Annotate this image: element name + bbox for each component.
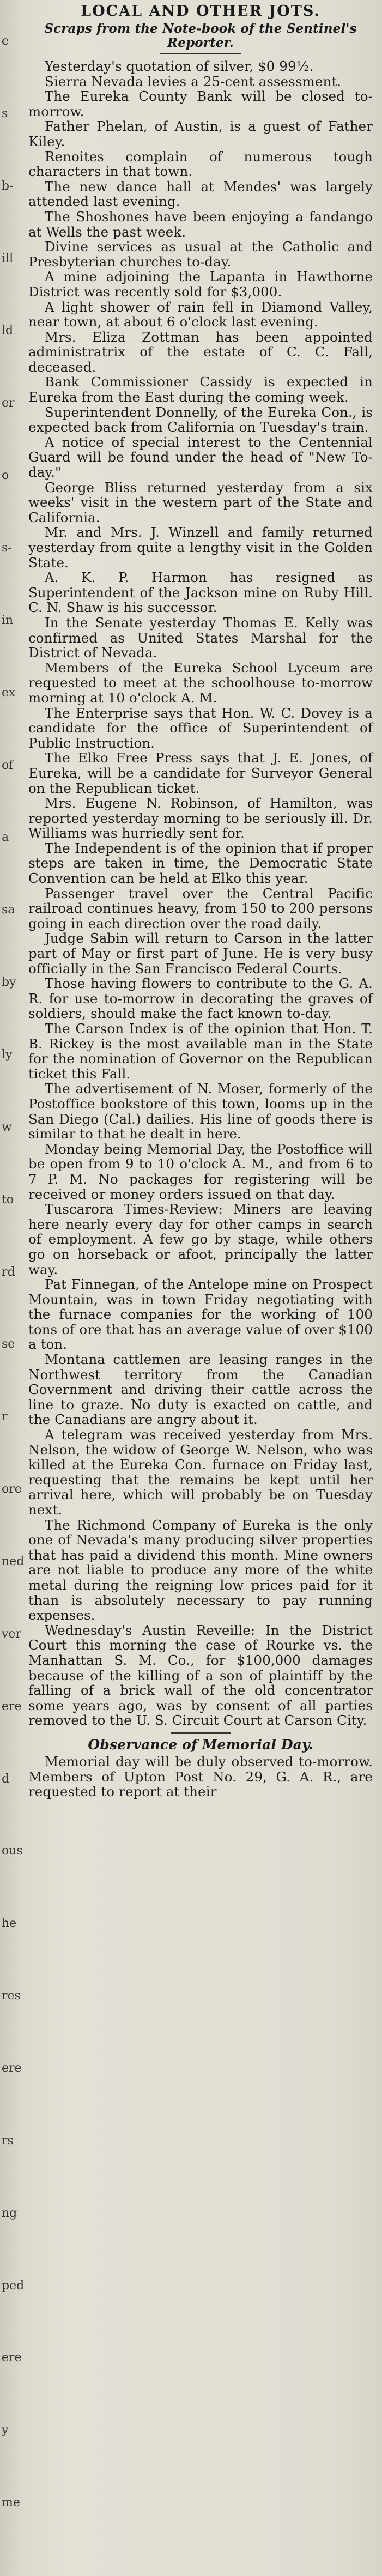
gutter-fragment: in [2,613,14,627]
news-item: Yesterday's quotation of silver, $0 99½. [45,58,314,74]
gutter-fragment: s- [2,541,12,555]
gutter-fragment: d [2,1772,10,1786]
gutter-fragment: sa [2,903,15,917]
gutter-fragment: he [2,1917,17,1931]
gutter-fragment: o [2,469,9,483]
news-item: The Enterprise says that Hon. W. C. Dovey is a candidate for the office of Superintendent of Public Instruction. [28,705,373,751]
memorial-day-item: Memorial day will be duly observed to-morrow. Members of Upton Post No. 29, G. A. R., are requested to report at their [28,1753,373,1800]
news-item: Superintendent Donnelly, of the Eureka Con., is expected back from California on Tuesday's train. [28,404,373,435]
gutter-fragment: e [2,34,9,48]
gutter-fragment: ned [2,1555,25,1568]
gutter-fragment: s [2,106,8,120]
news-item: The new dance hall at Mendes' was largely attended last evening. [28,178,373,210]
news-item: A notice of special interest to the Centennial Guard will be found under the head of "New To-day." [28,434,373,481]
section-masthead: LOCAL AND OTHER JOTS. [81,3,320,20]
gutter-fragment: to [2,1192,14,1207]
news-item: The Shoshones have been enjoying a fandango at Wells the past week. [28,208,373,240]
section-divider-rule [171,1732,231,1734]
news-item: Renoites complain of numerous tough characters in that town. [28,148,373,180]
gutter-fragment: w [2,1120,12,1134]
news-item: George Bliss returned yesterday from a six weeks' visit in the western part of the State and California. [28,479,373,525]
news-item: Divine services as usual at the Catholic and Presbyterian churches to-day. [28,239,373,270]
news-item: Those having flowers to contribute to the G. A. R. for use to-morrow in decorating the graves of soldiers, should make the fact known to-day. [28,975,373,1022]
news-item: Monday being Memorial Day, the Postoffice will be open from 9 to 10 o'clock A. M., and from 6 to 7 P. M. No packages for registering will be received or money orders issued on that day. [28,1141,373,1202]
news-item: The Richmond Company of Eureka is the only one of Nevada's many producing silver properties that has paid a dividend this month. Mine owners are not liable to produce any more of the white metal during the reigning low prices paid for it than is absolutely necessary to pay running expenses. [28,1517,373,1623]
gutter-fragment: er [2,396,15,410]
news-item: Judge Sabin will return to Carson in the latter part of May or first part of June. He is very busy officially in the San Francisco Federal Courts. [28,930,373,977]
gutter-fragment: ere [2,1699,22,1713]
news-item: Passenger travel over the Central Pacific railroad continues heavy, from 150 to 200 persons going in each direction over the road daily. [28,885,373,931]
news-item: The advertisement of N. Moser, formerly of the Postoffice bookstore of this town, looms up in the San Diego (Cal.) dailies. His line of goods there is similar to that he dealt in here. [28,1081,373,1142]
news-item: Mrs. Eliza Zottman has been appointed administratrix of the estate of C. C. Fall, deceased. [28,329,373,375]
news-item: A light shower of rain fell in Diamond Valley, near town, at about 6 o'clock last evening. [28,299,373,330]
gutter-fragment: ous [2,1844,23,1858]
news-item: A telegram was received yesterday from Mrs. Nelson, the widow of George W. Nelson, who was killed at the Eureka Con. furnace on Friday last, requesting that the remains be kept until her arrival here, which will probably be on Tuesday next. [28,1427,373,1518]
gutter-fragment: ex [2,686,16,700]
gutter-fragment: ld [2,324,14,338]
gutter-fragment: me [2,2496,20,2510]
news-item: A. K. P. Harmon has resigned as Superintendent of the Jackson mine on Ruby Hill. C. N. Shaw is his successor. [28,569,373,616]
gutter-fragment: ly [2,1048,13,1062]
news-item: Bank Commissioner Cassidy is expected in Eureka from the East during the coming week. [28,374,373,405]
news-item: The Eureka County Bank will be closed to-morrow. [28,88,373,119]
gutter-fragment: of [2,758,14,772]
gutter-fragment: ore [2,1482,22,1496]
gutter-fragment: r [2,1410,8,1424]
news-item: The Carson Index is of the opinion that Hon. T. B. Rickey is the most available man in the State for the nomination of Governor on the Republican ticket this Fall. [28,1021,373,1082]
gutter-fragment: ill [2,251,14,265]
news-item: Mrs. Eugene N. Robinson, of Hamilton, was reported yesterday morning to be seriously ill. Dr. Williams was hurriedly sent for. [28,795,373,841]
gutter-fragment: b- [2,179,14,193]
header-rule [160,53,241,54]
news-item: Sierra Nevada levies a 25-cent assessment. [45,73,342,89]
gutter-fragment: y [2,2423,9,2438]
gutter-fragment: ere [2,2351,22,2365]
gutter-fragment: se [2,1337,15,1351]
news-item: The Independent is of the opinion that if proper steps are taken in time, the Democratic State Convention can be held at Elko this year. [28,840,373,887]
gutter-fragment: by [2,975,16,990]
gutter-fragment: ere [2,2062,22,2075]
news-item: A mine adjoining the Lapanta in Hawthorne District was recently sold for $3,000. [28,269,373,300]
left-gutter-fragments [0,0,25,2576]
gutter-fragment: ng [2,2206,17,2220]
gutter-fragment: a [2,831,9,845]
gutter-fragment: rd [2,1265,15,1279]
gutter-fragment: ped [2,2278,25,2293]
news-item: Wednesday's Austin Reveille: In the District Court this morning the case of Rourke vs. the Manhattan S. M. Co., for $100,000 damages because of the killing of a son of plaintiff by the falling of a brick wall of the old concentrator some years ago, was by consent of all parties removed to the U. S. Circuit Court at Carson City. [28,1622,373,1729]
news-item: The Elko Free Press says that J. E. Jones, of Eureka, will be a candidate for Surveyor General on the Republican ticket. [28,750,373,796]
gutter-fragment: res [2,1989,21,2003]
news-item: In the Senate yesterday Thomas E. Kelly was confirmed as United States Marshal for the District of Nevada. [28,614,373,661]
news-item: Montana cattlemen are leasing ranges in the Northwest territory from the Canadian Government and driving their cattle across the line to graze. No duty is exacted on cattle, and the Canadians are angry about it. [28,1351,373,1428]
memorial-day-heading: Observance of Memorial Day. [88,1736,313,1753]
news-item: Pat Finnegan, of the Antelope mine on Prospect Mountain, was in town Friday negotiating with the furnace companies for the working of 100 tons of ore that has an average value of over $100 a ton. [28,1276,373,1353]
news-item: Mr. and Mrs. J. Winzell and family returned yesterday from quite a lengthy visit in the Golden State. [28,524,373,571]
news-column [28,3,373,1799]
gutter-fragment: ver [2,1627,21,1641]
news-item: Tuscarora Times-Review: Miners are leaving here nearly every day for other camps in search of employment. A few go by stage, while others go on horseback or afoot, principally the latter way. [28,1201,373,1277]
news-item: Members of the Eureka School Lyceum are requested to meet at the schoolhouse to-morrow morning at 10 o'clock A. M. [28,659,373,706]
gutter-fragment: rs [2,2133,14,2148]
section-subhead: Scraps from the Note-book of the Sentinel's Reporter. [44,21,357,50]
news-item: Father Phelan, of Austin, is a guest of Father Kiley. [28,118,373,149]
